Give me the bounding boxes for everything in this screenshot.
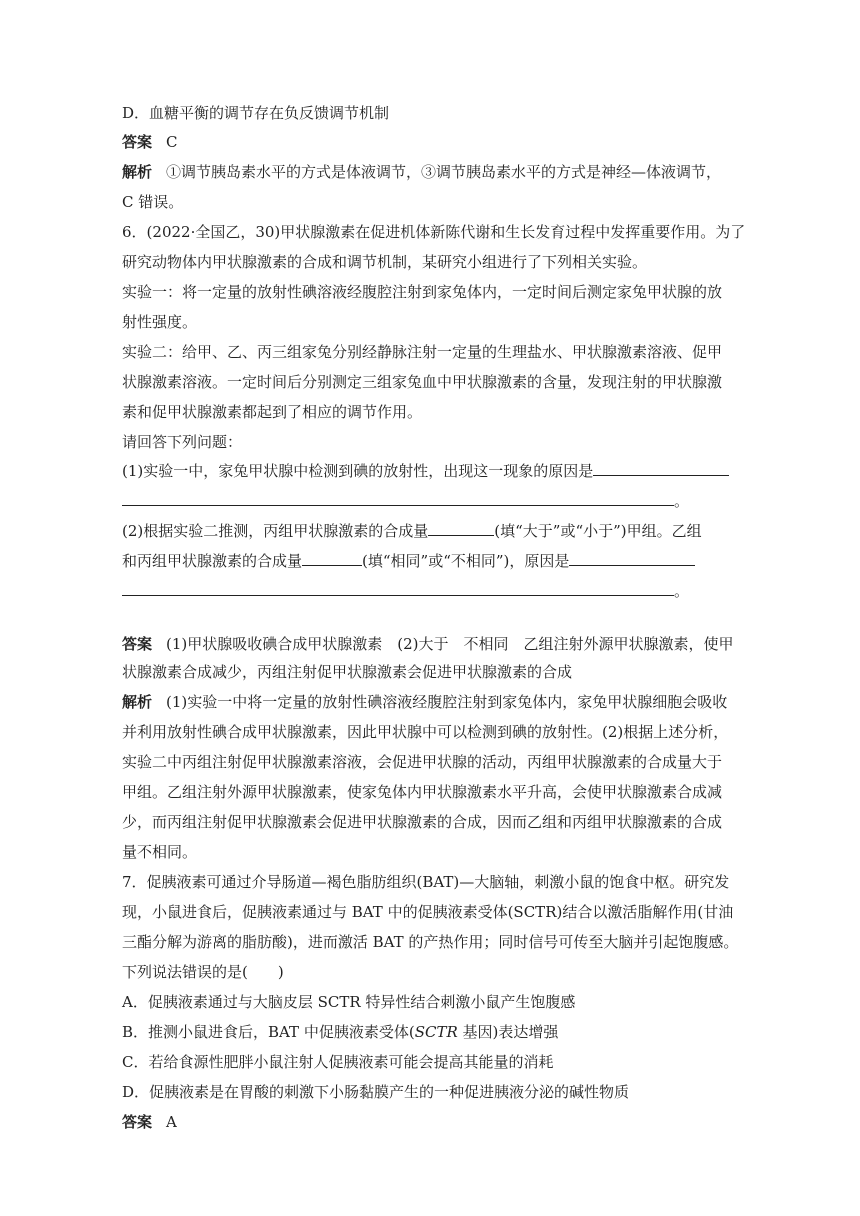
q6-subquestion-1 xyxy=(122,460,742,482)
answer-blank xyxy=(122,580,674,596)
q5-analysis-label: 解析 xyxy=(122,163,153,181)
q6-answer-text-1: (1)甲状腺吸收碘合成甲状腺激素 (2)大于 不相同 乙组注射外源甲状腺激素，使甲 xyxy=(166,635,734,653)
q6-experiment-2-line-3: 素和促甲状腺激素都起到了相应的调节作用。 xyxy=(122,403,423,421)
q6-subquestion-1-cont xyxy=(122,490,742,512)
q5-answer-line xyxy=(122,131,742,153)
q6-stem-line-2: 研究动物体内甲状腺激素的合成和调节机制，某研究小组进行了下列相关实验。 xyxy=(122,253,648,271)
q7-option-d: D．促胰液素是在胃酸的刺激下小肠黏膜产生的一种促进胰液分泌的碱性物质 xyxy=(122,1083,630,1101)
q6-analysis-label: 解析 xyxy=(122,693,153,711)
q6-analysis-line-6: 量不相同。 xyxy=(122,843,198,861)
q7-stem-line-3: 三酯分解为游离的脂肪酸)，进而激活 BAT 的产热作用；同时信号可传至大脑并引起饱腹感。 xyxy=(122,933,739,951)
q7-option-b xyxy=(122,1021,742,1043)
q6-analysis-line-1 xyxy=(122,691,742,713)
q6-analysis-text-1: (1)实验一中将一定量的放射性碘溶液经腹腔注射到家兔体内，家兔甲状腺细胞会吸收 xyxy=(166,693,728,711)
q6-subquestion-2-cont xyxy=(122,580,742,602)
q6-analysis-line-3: 实验二中丙组注射促甲状腺激素溶液，会促进甲状腺的活动，丙组甲状腺激素的合成量大于 xyxy=(122,753,723,771)
q6-analysis-line-4: 甲组。乙组注射外源甲状腺激素，使家兔体内甲状腺激素水平升高，会使甲状腺激素合成减 xyxy=(122,783,723,801)
q6-sub1-text: (1)实验一中，家兔甲状腺中检测到碘的放射性，出现这一现象的原因是 xyxy=(122,462,594,480)
q6-answer-line-2: 状腺激素合成减少，丙组注射促甲状腺激素会促进甲状腺激素的合成 xyxy=(122,663,573,681)
q6-answer-line-1 xyxy=(122,633,742,655)
q6-experiment-2-line-2: 状腺激素溶液。一定时间后分别测定三组家兔血中甲状腺激素的含量，发现注射的甲状腺激 xyxy=(122,373,723,391)
q6-analysis-line-5: 少，而丙组注射促甲状腺激素会促进甲状腺激素的合成，因而乙组和丙组甲状腺激素的合成 xyxy=(122,813,723,831)
q6-analysis-line-2: 并利用放射性碘合成甲状腺激素，因此甲状腺中可以检测到碘的放射性。(2)根据上述分析， xyxy=(122,723,729,741)
q7-option-b-pre: B．推测小鼠进食后，BAT 中促胰液素受体( xyxy=(122,1023,415,1041)
q6-subquestion-2-line-2 xyxy=(122,550,742,572)
q6-sub2-b: (填“大于”或“小于”)甲组。乙组 xyxy=(494,522,702,540)
q7-stem-line-4: 下列说法错误的是( ) xyxy=(122,963,284,981)
q7-option-b-gene: SCTR xyxy=(414,1023,458,1041)
q5-analysis-line-2: C 错误。 xyxy=(122,193,184,211)
answer-blank xyxy=(122,490,674,506)
q7-answer: A xyxy=(166,1113,177,1131)
q5-option-d: D．血糖平衡的调节存在负反馈调节机制 xyxy=(122,104,390,122)
q6-prompt: 请回答下列问题： xyxy=(122,433,243,451)
q6-experiment-2-line-1: 实验二：给甲、乙、丙三组家兔分别经静脉注射一定量的生理盐水、甲状腺激素溶液、促甲 xyxy=(122,343,723,361)
q6-stem-line-1: 6．(2022·全国乙，30)甲状腺激素在促进机体新陈代谢和生长发育过程中发挥重要作用。为了 xyxy=(122,223,746,241)
q7-option-a: A．促胰液素通过与大脑皮层 SCTR 特异性结合刺激小鼠产生饱腹感 xyxy=(122,993,576,1011)
period: 。 xyxy=(674,582,690,600)
q7-stem-line-1: 7．促胰液素可通过介导肠道—褐色脂肪组织(BAT)—大脑轴，刺激小鼠的饱食中枢。研究发 xyxy=(122,873,730,891)
answer-blank xyxy=(593,460,729,476)
q5-analysis-line-1 xyxy=(122,161,742,183)
answer-blank xyxy=(428,520,494,536)
q6-subquestion-2-line-1 xyxy=(122,520,742,542)
q7-answer-line xyxy=(122,1111,742,1133)
q6-sub2-c: 和丙组甲状腺激素的合成量 xyxy=(122,552,303,570)
q6-answer-label: 答案 xyxy=(122,635,153,653)
answer-blank xyxy=(302,550,362,566)
q7-option-b-post: 基因)表达增强 xyxy=(457,1023,559,1041)
period: 。 xyxy=(674,492,690,510)
q5-analysis-text-1: ①调节胰岛素水平的方式是体液调节，③调节胰岛素水平的方式是神经—体液调节， xyxy=(166,163,722,181)
q7-option-c: C．若给食源性肥胖小鼠注射人促胰液素可能会提高其能量的消耗 xyxy=(122,1053,554,1071)
q6-experiment-1-line-1: 实验一：将一定量的放射性碘溶液经腹腔注射到家兔体内，一定时间后测定家兔甲状腺的放 xyxy=(122,283,723,301)
q6-sub2-d: (填“相同”或“不相同”)，原因是 xyxy=(362,552,570,570)
q5-answer: C xyxy=(166,133,178,151)
q6-sub2-a: (2)根据实验二推测，丙组甲状腺激素的合成量 xyxy=(122,522,429,540)
q5-answer-label: 答案 xyxy=(122,133,153,151)
q7-answer-label: 答案 xyxy=(122,1113,153,1131)
q6-experiment-1-line-2: 射性强度。 xyxy=(122,313,198,331)
q7-stem-line-2: 现，小鼠进食后，促胰液素通过与 BAT 中的促胰液素受体(SCTR)结合以激活脂解作用(甘油 xyxy=(122,903,734,921)
answer-blank xyxy=(569,550,695,566)
